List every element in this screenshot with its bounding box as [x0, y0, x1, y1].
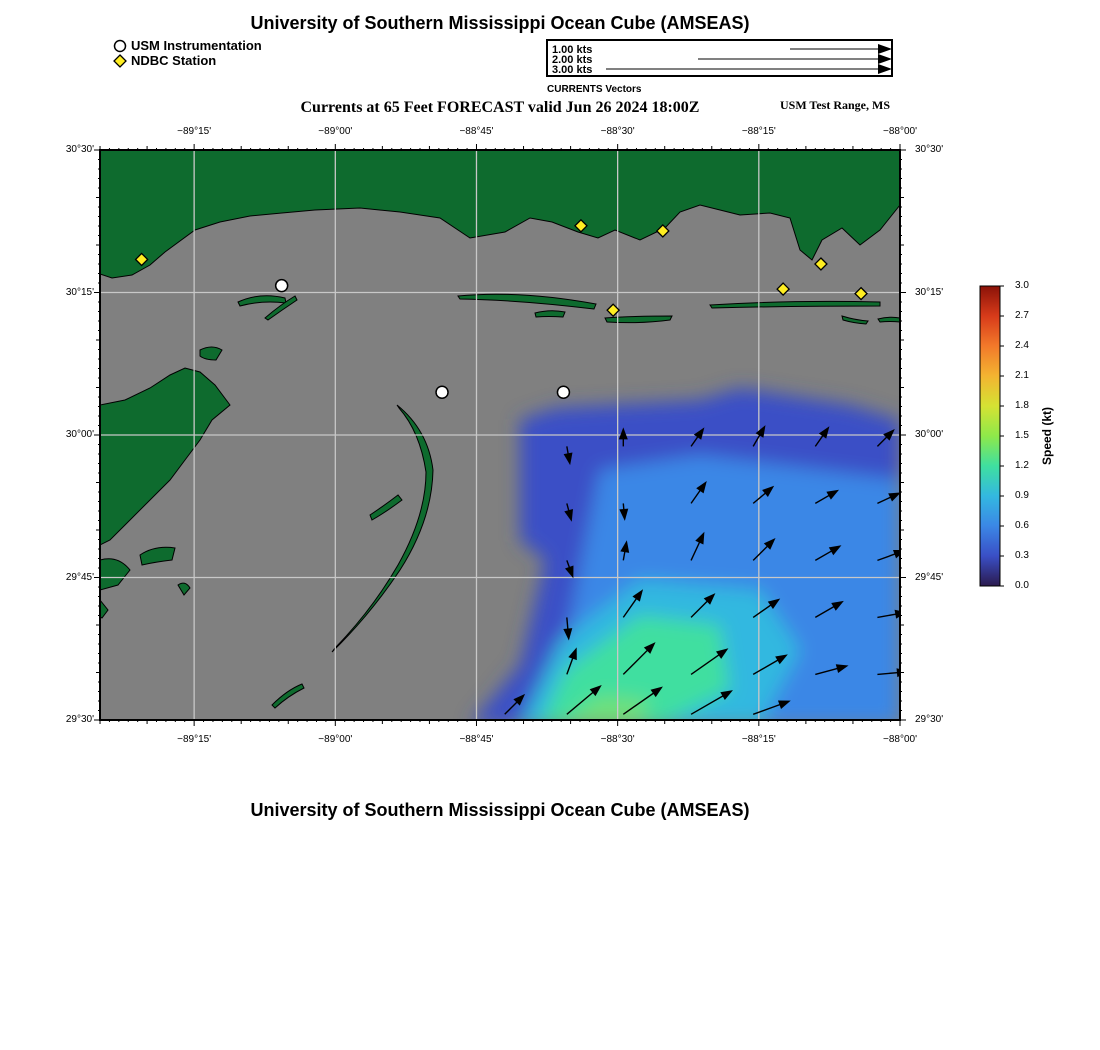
colorbar-tick-label: 0.9 [1015, 490, 1029, 501]
colorbar-title: Speed (kt) [1040, 406, 1054, 466]
vector-scale-label: 3.00 kts [552, 64, 593, 76]
lon-tick-label: −88°15' [741, 734, 776, 745]
lat-tick-label: 29°30' [65, 714, 94, 725]
usm-instrument-marker [557, 386, 569, 398]
legend-usm-label: USM Instrumentation [131, 38, 262, 53]
colorbar-tick-label: 0.3 [1015, 550, 1029, 561]
lon-tick-label: −89°15' [177, 126, 212, 137]
lat-tick-label: 30°30' [65, 144, 94, 155]
barrier-island [878, 317, 900, 322]
vector-scale-label: 1.00 kts [552, 44, 593, 56]
vector-caption: CURRENTS Vectors [547, 84, 642, 95]
lat-tick-label: 30°15' [915, 286, 944, 298]
lat-tick-label: 30°30' [915, 144, 944, 155]
lon-tick-label: −89°00' [318, 734, 353, 745]
colorbar-tick-label: 2.4 [1015, 340, 1029, 351]
vector-scale-label: 2.00 kts [552, 54, 593, 66]
lon-tick-label: −88°45' [459, 734, 494, 745]
lat-tick-label: 30°00' [65, 429, 94, 440]
colorbar-tick-label: 1.2 [1015, 460, 1029, 471]
lon-tick-label: −88°15' [741, 126, 776, 137]
legend-ndbc-label: NDBC Station [131, 53, 217, 68]
lat-tick-label: 29°30' [915, 714, 944, 725]
lon-tick-label: −88°00' [883, 126, 917, 137]
colorbar-tick-label: 1.5 [1015, 430, 1029, 441]
colorbar-tick-label: 2.7 [1015, 310, 1029, 321]
usm-instrument-marker [436, 386, 448, 398]
lat-tick-label: 30°00' [915, 429, 944, 440]
colorbar-tick-label: 0.6 [1015, 520, 1029, 531]
colorbar-tick-label: 0.0 [1015, 580, 1029, 591]
colorbar-tick-label: 3.0 [1015, 280, 1029, 291]
lat-tick-label: 30°15' [65, 286, 94, 298]
lat-tick-label: 29°45' [915, 571, 944, 583]
lon-tick-label: −88°45' [459, 126, 494, 137]
range-label: USM Test Range, MS [779, 98, 890, 112]
lon-tick-label: −89°15' [177, 734, 212, 745]
barrier-island [535, 311, 565, 317]
lat-tick-label: 29°45' [65, 571, 94, 583]
lon-tick-label: −88°30' [600, 126, 635, 137]
colorbar-tick-label: 2.1 [1015, 370, 1029, 381]
lon-tick-label: −88°30' [600, 734, 635, 745]
colorbar-tick-label: 1.8 [1015, 400, 1029, 411]
usm-instrument-marker [276, 280, 288, 292]
chart-title: University of Southern Mississippi Ocean Cube (AMSEAS) [250, 13, 750, 33]
footer-title: University of Southern Mississippi Ocean Cube (AMSEAS) [250, 800, 750, 820]
lon-tick-label: −89°00' [318, 126, 353, 137]
colorbar-gradient [980, 286, 1000, 586]
lon-tick-label: −88°00' [883, 734, 917, 745]
speed-colorbar [975, 280, 1005, 590]
map-subtitle: Currents at 65 Feet FORECAST valid Jun 26 2024 18:00Z [300, 99, 700, 116]
